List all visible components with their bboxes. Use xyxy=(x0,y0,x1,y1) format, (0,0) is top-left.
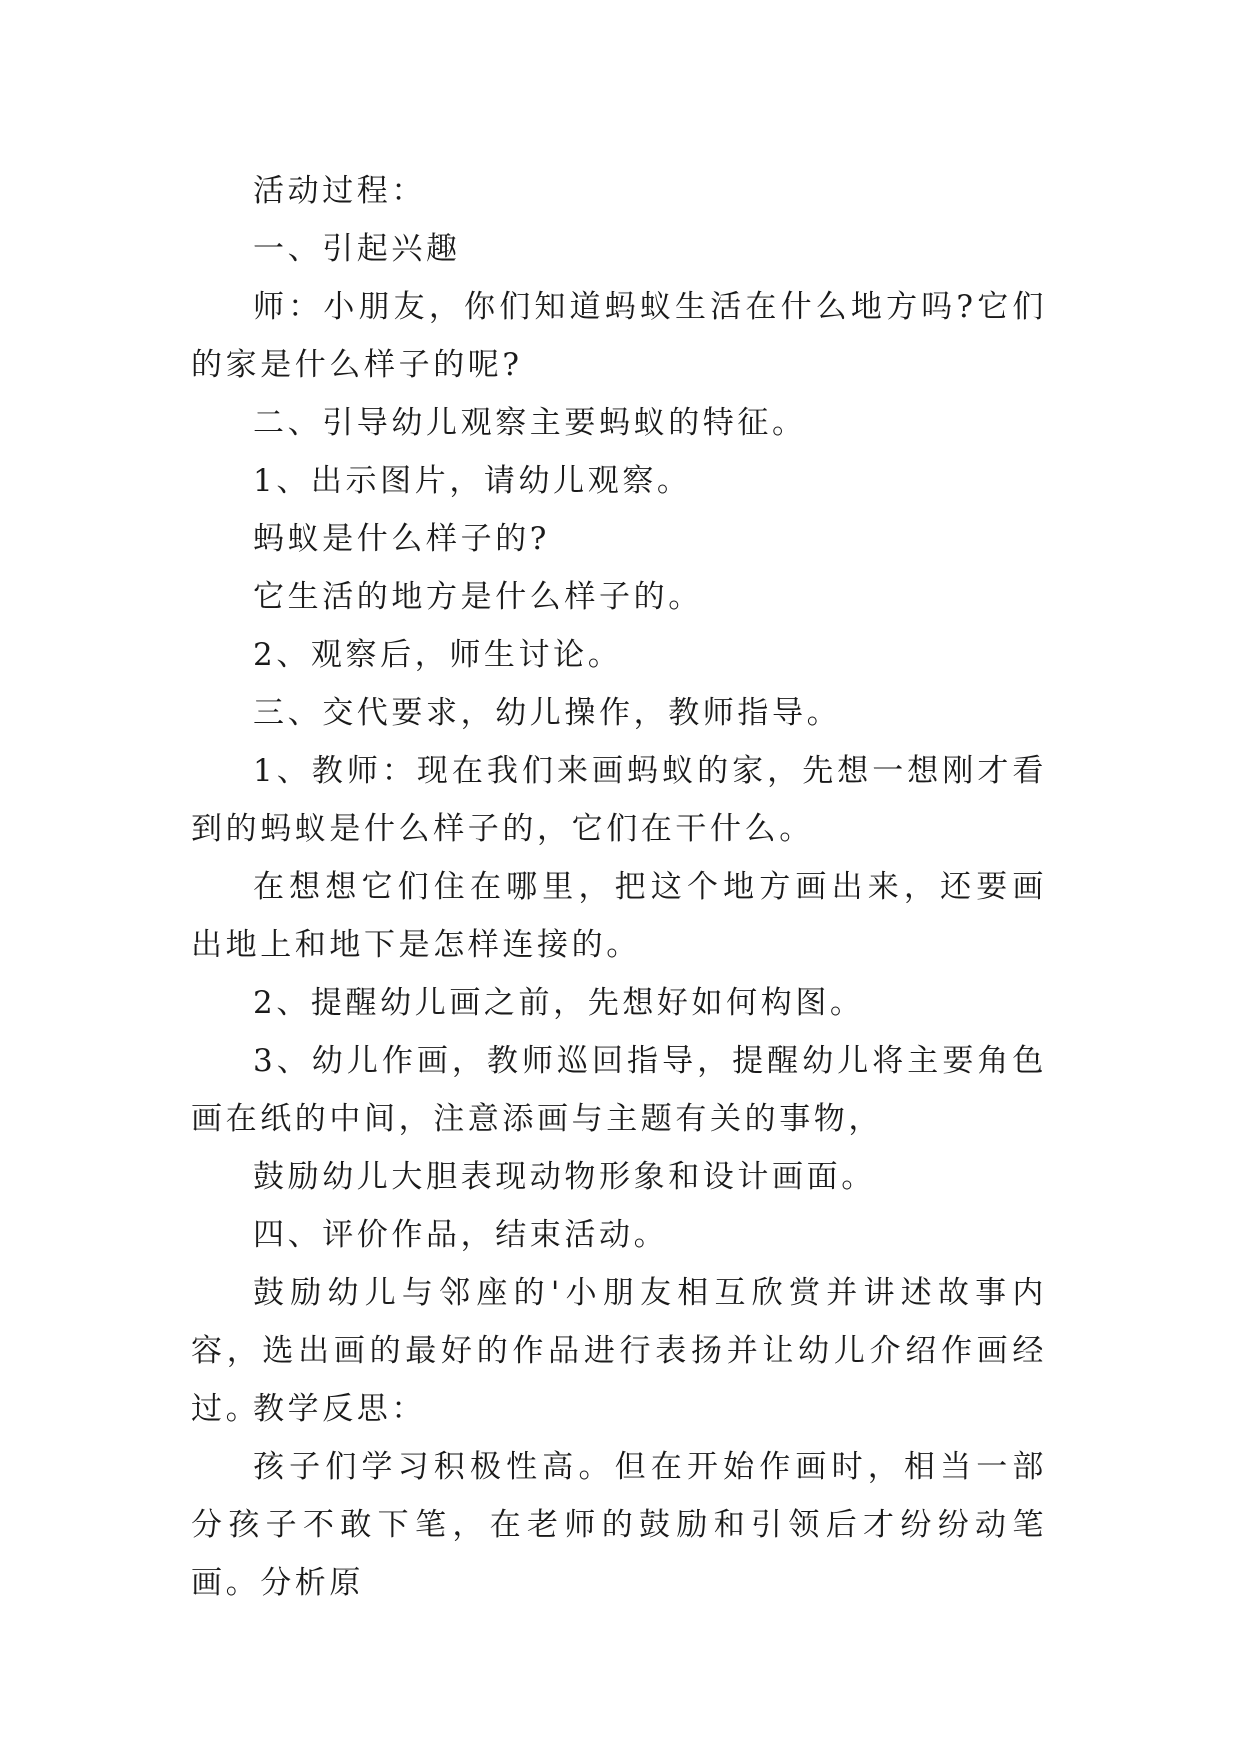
paragraph-children-drawing: 3、幼儿作画，教师巡回指导，提醒幼儿将主要角色画在纸的中间，注意添画与主题有关的事物， xyxy=(191,1043,1047,1137)
paragraph-activity-process: 活动过程： xyxy=(253,173,426,209)
paragraph-section-1-heading: 一、引起兴趣 xyxy=(253,231,461,267)
paragraph-show-pictures: 1、出示图片，请幼儿观察。 xyxy=(253,463,692,499)
paragraph-where-they-live: 在想想它们住在哪里，把这个地方画出来，还要画出地上和地下是怎样连接的。 xyxy=(191,869,1047,963)
paragraph-teacher-instruction: 1、教师：现在我们来画蚂蚁的家，先想一想刚才看到的蚂蚁是什么样子的，它们在干什么。 xyxy=(191,753,1047,847)
document-body xyxy=(191,162,1047,1601)
paragraph-ant-appearance: 蚂蚁是什么样子的? xyxy=(253,521,551,557)
paragraph-ant-habitat: 它生活的地方是什么样子的。 xyxy=(253,579,703,615)
paragraph-section-2-heading: 二、引导幼儿观察主要蚂蚁的特征。 xyxy=(253,405,807,441)
paragraph-section-4-heading: 四、评价作品，结束活动。 xyxy=(253,1217,669,1253)
paragraph-teacher-question: 师：小朋友，你们知道蚂蚁生活在什么地方吗?它们的家是什么样子的呢? xyxy=(191,289,1047,383)
paragraph-discussion: 2、观察后，师生讨论。 xyxy=(253,637,623,673)
paragraph-peer-appreciation: 鼓励幼儿与邻座的'小朋友相互欣赏并讲述故事内容，选出画的最好的作品进行表扬并让幼儿介绍作画经过。 xyxy=(191,1275,1047,1427)
paragraph-section-3-heading: 三、交代要求，幼儿操作，教师指导。 xyxy=(253,695,842,731)
paragraph-encourage-bold: 鼓励幼儿大胆表现动物形象和设计画面。 xyxy=(253,1159,876,1195)
paragraph-composition-reminder: 2、提醒幼儿画之前，先想好如何构图。 xyxy=(253,985,865,1021)
paragraph-reflection-body: 孩子们学习积极性高。但在开始作画时，相当一部分孩子不敢下笔，在老师的鼓励和引领后才纷纷动笔画。分析原 xyxy=(191,1449,1047,1601)
paragraph-reflection-heading: 教学反思： xyxy=(253,1391,426,1427)
